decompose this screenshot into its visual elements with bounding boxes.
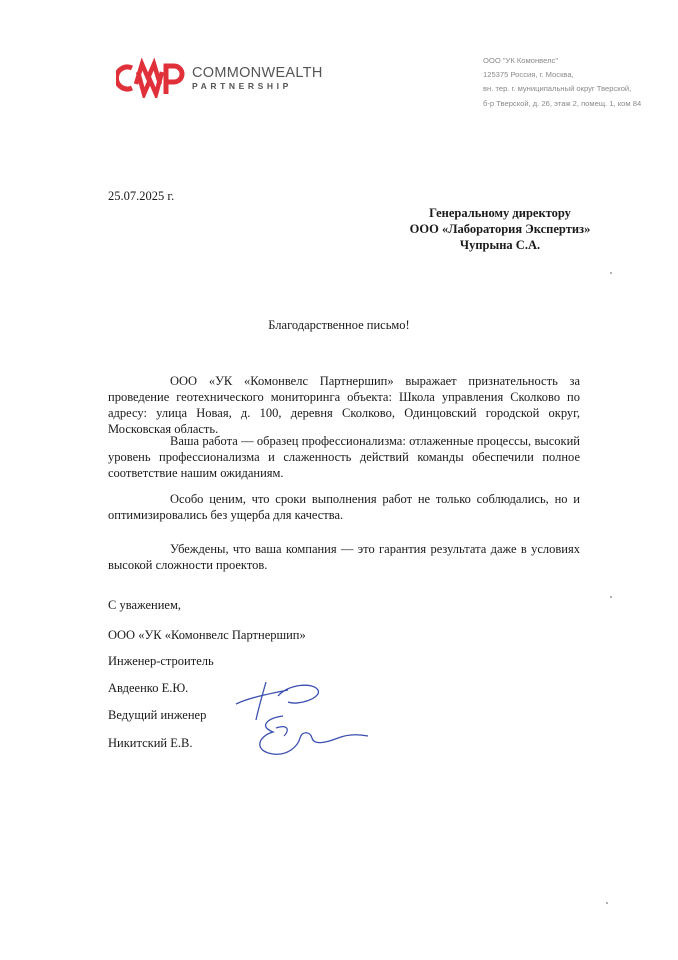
- handwritten-signatures: [228, 676, 378, 766]
- address-line: 125375 Россия, г. Москва,: [483, 70, 574, 80]
- closing-company: ООО «УК «Комонвелс Партнершип»: [108, 628, 306, 642]
- scan-speck: [610, 272, 612, 274]
- paragraph-text: Особо ценим, что сроки выполнения работ не только соблюдались, но и оптимизировались без ущерба для качества.: [108, 492, 580, 522]
- paragraph: [108, 433, 580, 481]
- cmwp-logo-mark: [116, 58, 186, 98]
- paragraph-text: ООО «УК «Комонвелс Партнершип» выражает признательность за проведение геотехнического мониторинга объекта: Школа управления Сколково по адресу: улица Новая, д. 100, деревня Сколково, Одинцовский городской округ, Московская область.: [108, 374, 580, 436]
- closing-greeting: С уважением,: [108, 598, 181, 612]
- signer-position: Инженер-строитель: [108, 654, 214, 668]
- letter-date: 25.07.2025 г.: [108, 189, 175, 203]
- paragraph: [108, 373, 580, 437]
- recipient-line: Генеральному директору: [429, 206, 571, 220]
- address-line: ООО "УК Комонвелс": [483, 56, 559, 65]
- logo-line1: COMMONWEALTH: [192, 64, 323, 81]
- scan-speck: [610, 596, 612, 598]
- signer-position: Ведущий инженер: [108, 708, 207, 722]
- signer-name: Никитский Е.В.: [108, 736, 193, 750]
- paragraph-text: Убеждены, что ваша компания — это гарантия результата даже в условиях высокой сложности проектов.: [108, 542, 580, 572]
- signer-name: Авдеенко Е.Ю.: [108, 681, 189, 695]
- paragraph: [108, 491, 580, 523]
- address-line: вн. тер. г. муниципальный округ Тверской,: [483, 84, 632, 94]
- paragraph-text: Ваша работа — образец профессионализма: отлаженные процессы, высокий уровень профессионализма и слаженность действий команды обеспечили полное соответствие нашим ожиданиям.: [108, 434, 580, 480]
- paragraph: [108, 541, 580, 573]
- logo-line2: PARTNERSHIP: [192, 81, 292, 91]
- recipient-line: ООО «Лаборатория Экспертиз»: [409, 222, 591, 236]
- letter-title: Благодарственное письмо!: [268, 318, 410, 332]
- recipient-line: Чупрына С.А.: [459, 238, 541, 252]
- recipient-block: [380, 205, 620, 253]
- company-logo: [116, 58, 323, 98]
- sender-address: [483, 54, 641, 111]
- scan-speck: [606, 902, 608, 904]
- address-line: б-р Тверской, д. 26, этаж 2, помещ. 1, ком 84: [483, 98, 642, 108]
